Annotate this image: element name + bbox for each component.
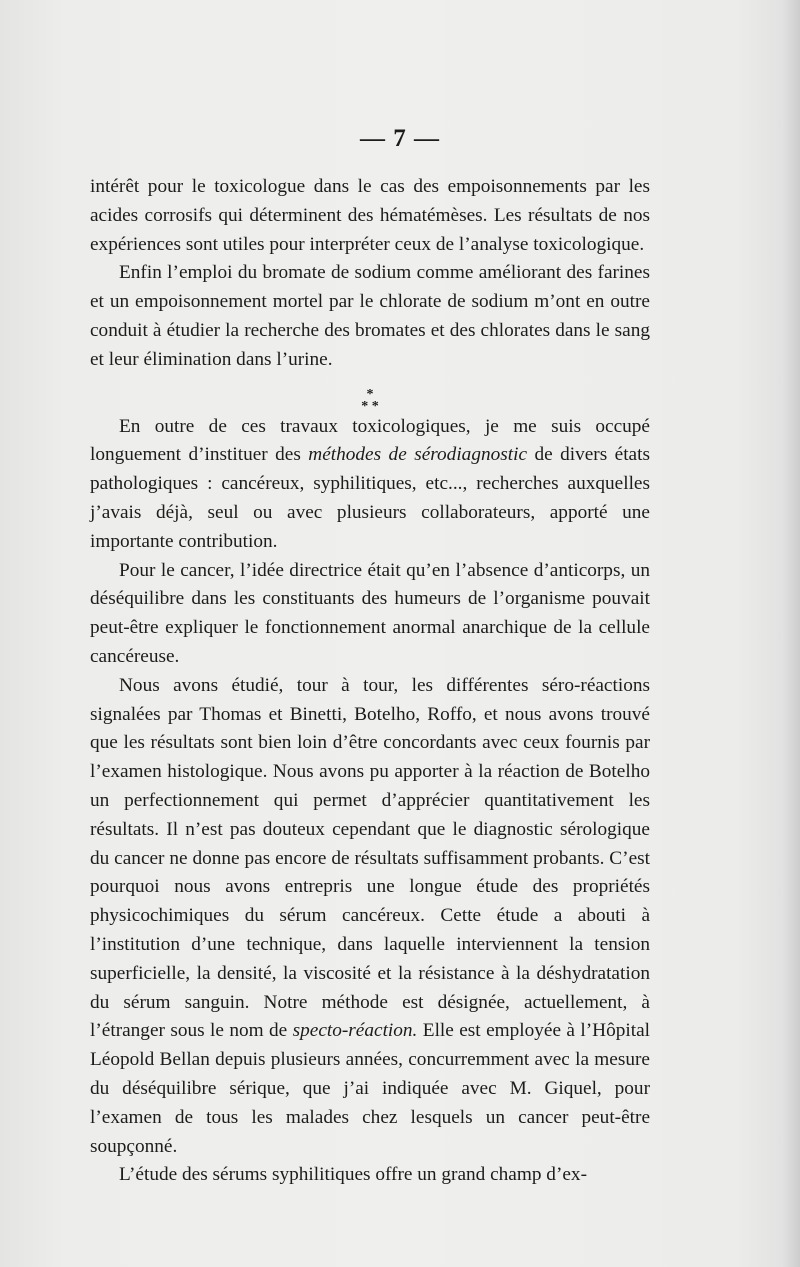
paragraph-3-text-end: de divers états pathologiques : cancéreux, syphilitiques, etc..., recherches auxquelles j’avais déjà, seul ou avec plusieurs collaborateurs, apporté une importante contribution.	[90, 444, 650, 552]
asterism-top: *	[366, 386, 374, 402]
paragraph-3	[90, 413, 650, 557]
paragraph-5-text-end: Elle est employée à l’Hôpital Léopold Bellan depuis plusieurs années, concurremment avec la mesure du déséquilibre sérique, que j’ai indiquée avec M. Giquel, pour l’examen de tous les malades chez lesquels un cancer peut-être soupçonné.	[90, 1020, 650, 1157]
paragraph-5-text-start: Nous avons étudié, tour à tour, les différentes séro-réactions signalées par Thomas et Binetti, Botelho, Roffo, et nous avons trouvé que les résultats sont bien loin d’être concordants avec ceux fournis par l’examen histologique. Nous avons pu apporter à la réaction de Botelho un perfectionnement qui permet d’apprécier quantitativement les résultats. Il n’est pas douteux cependant que le diagnostic sérologique du cancer ne donne pas encore de résultats suffisamment probants. C’est pourquoi nous avons entrepris une longue étude des propriétés physicochimiques du sérum cancéreux. Cette étude a abouti à l’institution d’une technique, dans laquelle interviennent la tension superficielle, la densité, la viscosité et la résistance à la déshydratation du sérum sanguin. Notre méthode est désignée, actuellement, à l’étranger sous le nom de	[90, 674, 650, 1042]
asterism-bottom: * *	[361, 398, 379, 414]
section-separator-asterism	[90, 375, 650, 413]
paragraph-2: Enfin l’emploi du bromate de sodium comme améliorant des farines et un empoisonnement mortel par le chlorate de sodium m’ont en outre conduit à étudier la recherche des bromates et des chlorates dans le sang et leur élimination dans l’urine.	[90, 262, 650, 370]
paragraph-6: L’étude des sérums syphilitiques offre un grand champ d’ex-	[119, 1164, 587, 1186]
paragraph-5	[90, 672, 650, 1162]
page-body	[90, 173, 650, 1190]
paragraph-1: intérêt pour le toxicologue dans le cas des empoisonnements par les acides corrosifs qui déterminent des hématémèses. Les résultats de nos expériences sont utiles pour interpréter ceux de l’analyse toxicologique.	[90, 176, 650, 255]
paragraph-4: Pour le cancer, l’idée directrice était qu’en l’absence d’anticorps, un déséquilibre dans les constituants des humeurs de l’organisme pouvait peut-être expliquer le fonctionnement anormal anarchique de la cellule cancéreuse.	[90, 559, 650, 667]
paragraph-3-text-start: En outre de ces travaux toxicologiques, je me suis occupé longuement d’instituer des	[90, 415, 650, 466]
paragraph-5-emphasis: specto-réaction.	[292, 1020, 418, 1042]
page-edge-shadow	[782, 0, 800, 1267]
paragraph-3-emphasis: méthodes de sérodiagnostic	[308, 444, 528, 466]
page-number: — 7 —	[360, 125, 440, 152]
